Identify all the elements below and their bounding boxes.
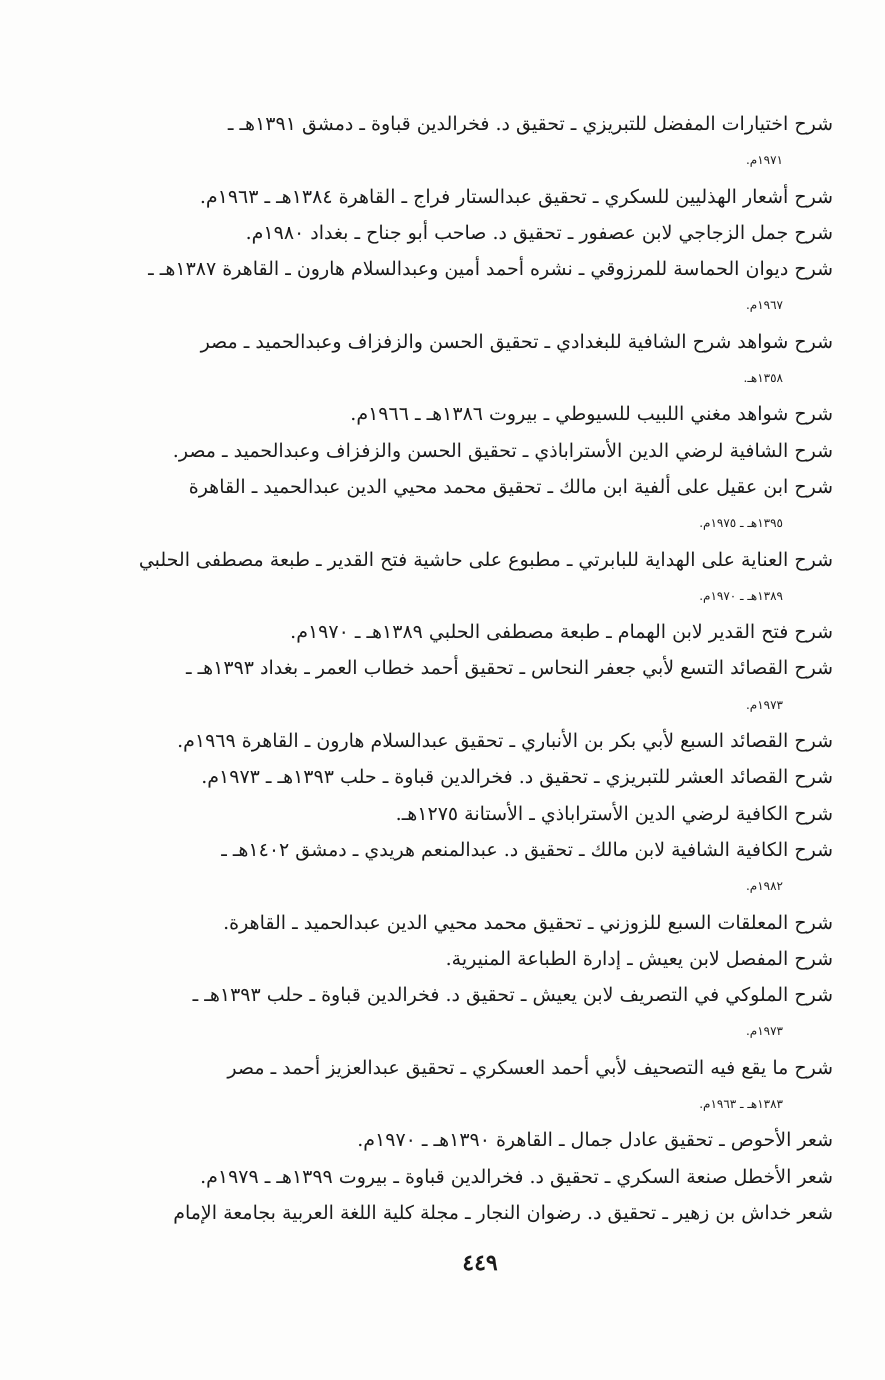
bibliography-entry	[133, 1050, 833, 1123]
entry-line: شرح الشافية لرضي الدين الأستراباذي ـ تحقيق الحسن والزفزاف وعبدالحميد ـ مصر.	[172, 439, 833, 462]
entry-line: شرح المعلقات السبع للزوزني ـ تحقيق محمد محيي الدين عبدالحميد ـ القاهرة.	[223, 911, 833, 934]
entry-line: شرح شواهد شرح الشافية للبغدادي ـ تحقيق الحسن والزفزاف وعبدالحميد ـ مصر	[200, 330, 833, 353]
bibliography-entry	[133, 542, 833, 615]
bibliography-entry	[133, 179, 833, 215]
entry-continuation-line: ١٣٨٣هـ ـ ١٩٦٣م.	[699, 1097, 783, 1112]
entry-continuation-line: ١٩٧٣م.	[745, 1024, 783, 1039]
entry-line: شرح شواهد مغني اللبيب للسيوطي ـ بيروت ١٣٨٦هـ ـ ١٩٦٦م.	[350, 403, 833, 426]
entry-continuation-line: ١٩٧١م.	[745, 153, 783, 168]
entry-continuation-line: ١٩٨٢م.	[745, 879, 783, 894]
entry-continuation-line: ١٣٥٨هـ.	[743, 371, 783, 386]
bibliography-entry	[133, 905, 833, 941]
entry-line: شرح جمل الزجاجي لابن عصفور ـ تحقيق د. صاحب أبو جناح ـ بغداد ١٩٨٠م.	[245, 221, 833, 244]
entry-line: شرح اختيارات المفضل للتبريزي ـ تحقيق د. فخرالدين قباوة ـ دمشق ١٣٩١هـ ـ	[227, 113, 833, 135]
entry-line: شرح العناية على الهداية للبابرتي ـ مطبوع على حاشية فتح القدير ـ طبعة مصطفى الحلبي	[138, 548, 833, 571]
bibliography-entry	[133, 941, 833, 977]
entry-line: شرح المفصل لابن يعيش ـ إدارة الطباعة المنيرية.	[445, 947, 833, 970]
bibliography-entry	[133, 832, 833, 905]
entry-continuation-line: ١٣٨٩هـ ـ ١٩٧٠م.	[699, 588, 783, 603]
bibliography-entry	[133, 106, 833, 179]
entry-line: شعر الأحوص ـ تحقيق عادل جمال ـ القاهرة ١٣٩٠هـ ـ ١٩٧٠م.	[357, 1129, 833, 1152]
bibliography-entry	[133, 1195, 833, 1231]
bibliography-entry	[133, 723, 833, 759]
bibliography-entry	[133, 796, 833, 832]
bibliography-entry	[133, 614, 833, 650]
bibliography-entry	[133, 977, 833, 1050]
entry-line: شرح القصائد السبع لأبي بكر بن الأنباري ـ تحقيق عبدالسلام هارون ـ القاهرة ١٩٦٩م.	[177, 730, 833, 753]
entry-line: شرح القصائد العشر للتبريزي ـ تحقيق د. فخرالدين قباوة ـ حلب ١٣٩٣هـ ـ ١٩٧٣م.	[201, 766, 833, 789]
entry-line: شرح القصائد التسع لأبي جعفر النحاس ـ تحقيق أحمد خطاب العمر ـ بغداد ١٣٩٣هـ ـ	[185, 657, 833, 680]
bibliography-entry	[133, 251, 833, 324]
bibliography-entry	[133, 324, 833, 397]
entry-line: شرح الكافية لرضي الدين الأستراباذي ـ الأستانة ١٢٧٥هـ.	[395, 802, 833, 825]
bibliography-list	[133, 106, 833, 1231]
page-number: ٤٤٩	[462, 1250, 498, 1276]
bibliography-entry	[133, 215, 833, 251]
entry-continuation-line: ١٣٩٥هـ ـ ١٩٧٥م.	[699, 516, 783, 531]
bibliography-entry	[133, 1159, 833, 1195]
entry-line: شرح الملوكي في التصريف لابن يعيش ـ تحقيق د. فخرالدين قباوة ـ حلب ١٣٩٣هـ ـ	[192, 984, 833, 1007]
bibliography-entry	[133, 469, 833, 542]
entry-line: شرح ما يقع فيه التصحيف لأبي أحمد العسكري ـ تحقيق عبدالعزيز أحمد ـ مصر	[227, 1056, 833, 1079]
bibliography-entry	[133, 433, 833, 469]
entry-line: شرح أشعار الهذليين للسكري ـ تحقيق عبدالستار فراج ـ القاهرة ١٣٨٤هـ ـ ١٩٦٣م.	[199, 185, 833, 208]
entry-continuation-line: ١٩٦٧م.	[745, 298, 783, 313]
entry-continuation-line: ١٩٧٣م.	[745, 697, 783, 712]
bibliography-entry	[133, 1122, 833, 1158]
bibliography-entry	[133, 650, 833, 723]
entry-line: شرح فتح القدير لابن الهمام ـ طبعة مصطفى الحلبي ١٣٨٩هـ ـ ١٩٧٠م.	[290, 621, 833, 644]
entry-line: شرح الكافية الشافية لابن مالك ـ تحقيق د. عبدالمنعم هريدي ـ دمشق ١٤٠٢هـ ـ	[221, 838, 833, 861]
bibliography-entry	[133, 396, 833, 432]
entry-line: شرح ديوان الحماسة للمرزوقي ـ نشره أحمد أمين وعبدالسلام هارون ـ القاهرة ١٣٨٧هـ ـ	[148, 258, 833, 281]
bibliography-entry	[133, 759, 833, 795]
entry-line: شعر الأخطل صنعة السكري ـ تحقيق د. فخرالدين قباوة ـ بيروت ١٣٩٩هـ ـ ١٩٧٩م.	[200, 1165, 833, 1188]
entry-line: شعر خداش بن زهير ـ تحقيق د. رضوان النجار ـ مجلة كلية اللغة العربية بجامعة الإمام	[173, 1201, 833, 1224]
entry-line: شرح ابن عقيل على ألفية ابن مالك ـ تحقيق محمد محيي الدين عبدالحميد ـ القاهرة	[188, 475, 833, 498]
